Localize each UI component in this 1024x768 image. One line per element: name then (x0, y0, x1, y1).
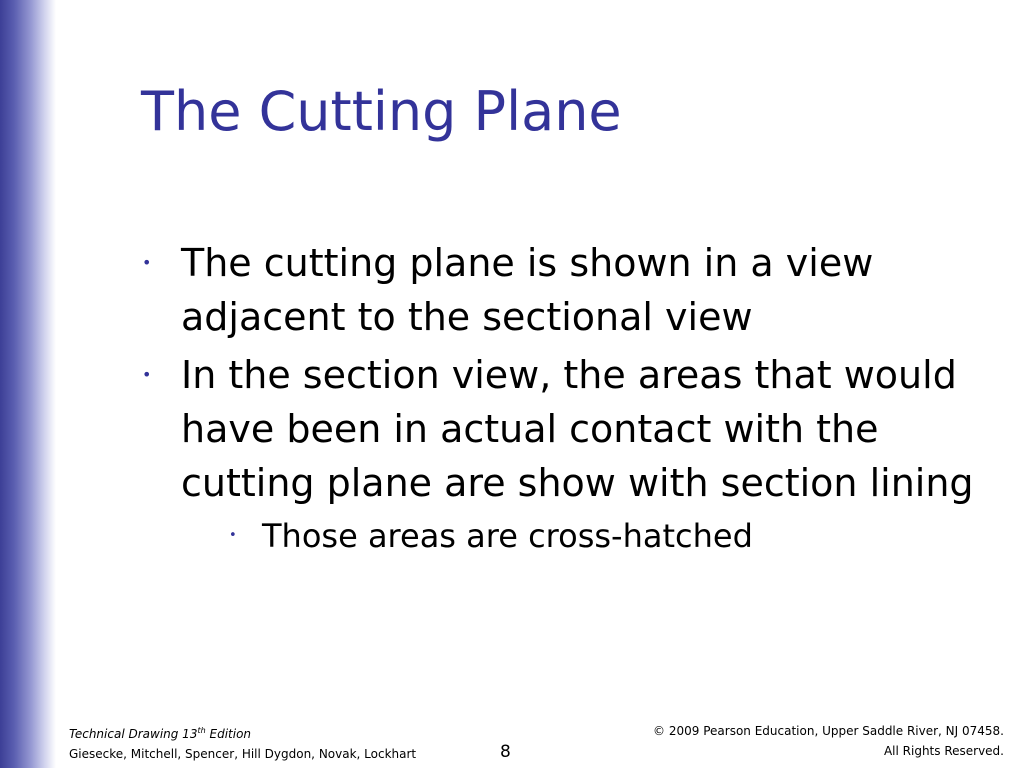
side-gradient-bar (0, 0, 56, 768)
footer-copyright-line: © 2009 Pearson Education, Upper Saddle River, NJ 07458. (653, 724, 1004, 738)
footer-copyright (653, 721, 1004, 761)
bullet-item (140, 348, 990, 510)
sub-bullet-item (229, 514, 990, 558)
bullet-item (140, 236, 990, 344)
bullet-dot-icon: • (142, 253, 152, 272)
bullet-list (140, 236, 990, 558)
bullet-text: In the section view, the areas that would have been in actual contact with the cutting plane are show with section lining (181, 353, 974, 505)
sub-bullet-text: Those areas are cross-hatched (262, 517, 753, 555)
bullet-dot-icon: • (142, 365, 152, 384)
sub-bullet-dot-icon: • (229, 528, 237, 543)
footer-rights-line: All Rights Reserved. (883, 744, 1004, 758)
footer-book-info (69, 721, 416, 764)
page-number: 8 (500, 742, 511, 762)
slide-title: The Cutting Plane (141, 80, 622, 143)
bullet-text: The cutting plane is shown in a view adjacent to the sectional view (181, 241, 874, 339)
footer-book-title: Technical Drawing 13th Edition (69, 726, 252, 741)
footer-authors: Giesecke, Mitchell, Spencer, Hill Dygdon, Novak, Lockhart (69, 747, 417, 761)
